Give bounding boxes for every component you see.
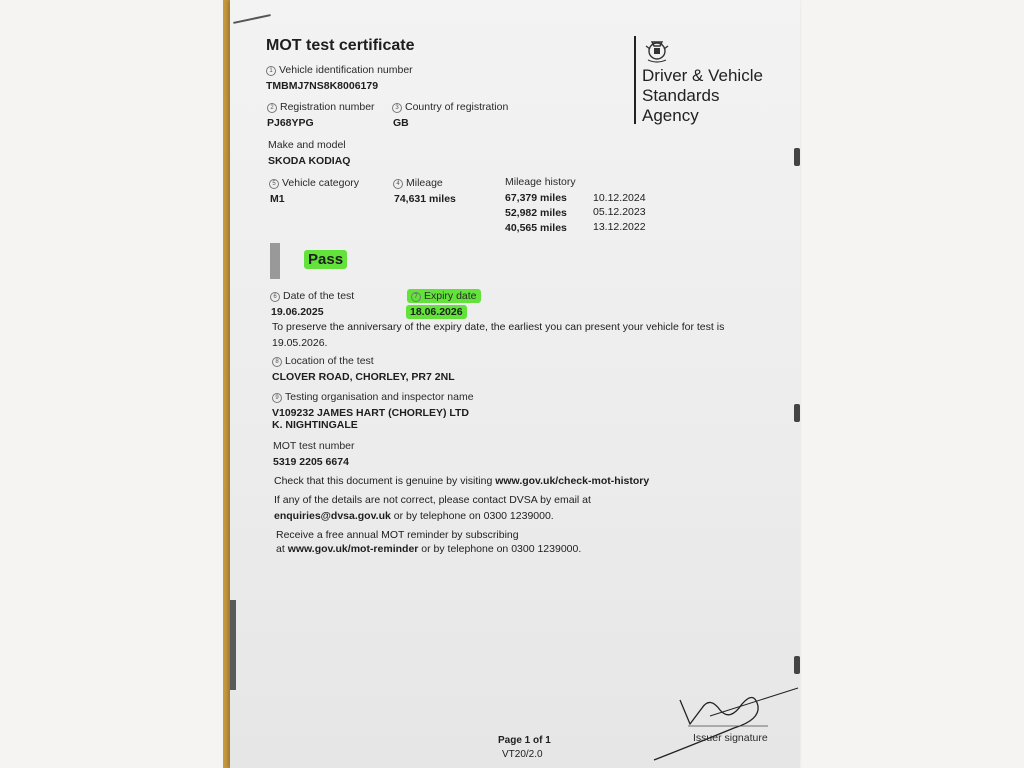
expiry-date-label: 7 Expiry date: [407, 289, 481, 303]
contact-line1: If any of the details are not correct, please contact DVSA by email at: [274, 494, 591, 506]
agency-name-line2: Standards: [642, 86, 720, 105]
page-number: Page 1 of 1: [498, 735, 551, 746]
form-code: VT20/2.0: [502, 749, 543, 760]
registration-value: PJ68YPG: [267, 117, 314, 129]
organisation-label: 9 Testing organisation and inspector name: [272, 391, 474, 403]
organisation-line1: V109232 JAMES HART (CHORLEY) LTD: [272, 407, 470, 419]
dvsa-email-link[interactable]: enquiries@dvsa.gov.uk: [274, 510, 391, 522]
inspector-name: K. NIGHTINGALE: [272, 419, 358, 431]
category-label: 5 Vehicle category: [269, 177, 359, 189]
reminder-line2: at www.gov.uk/mot-reminder or by telephone on 0300 1239000.: [276, 543, 582, 555]
document-title: MOT test certificate: [266, 37, 415, 54]
mot-certificate-sheet: [230, 0, 800, 768]
agency-name-line1: Driver & Vehicle: [642, 66, 763, 85]
edge-shadow: [230, 600, 236, 690]
mileage-history-date-1: 10.12.2024: [593, 192, 646, 204]
anniversary-note-line1: To preserve the anniversary of the expiry date, the earliest you can present your vehicle for test is: [272, 321, 725, 333]
location-value: CLOVER ROAD, CHORLEY, PR7 2NL: [272, 371, 455, 383]
mileage-label: 4 Mileage: [393, 177, 443, 189]
royal-crest-icon: [640, 36, 674, 64]
mileage-history-miles-1: 67,379 miles: [505, 192, 567, 204]
make-model-value: SKODA KODIAQ: [268, 155, 351, 167]
mileage-history-label: Mileage history: [505, 176, 576, 188]
country-value: GB: [393, 117, 409, 129]
test-number-value: 5319 2205 6674: [273, 456, 349, 468]
location-label: 8 Location of the test: [272, 355, 374, 367]
mileage-value: 74,631 miles: [394, 193, 456, 205]
contact-line2: enquiries@dvsa.gov.uk or by telephone on 0300 1239000.: [274, 510, 554, 522]
binder-mark: [794, 656, 800, 674]
check-mot-history-link[interactable]: www.gov.uk/check-mot-history: [495, 475, 650, 487]
binder-mark: [794, 148, 800, 166]
category-value: M1: [270, 193, 285, 205]
vin-value: TMBMJ7NS8K8006179: [266, 80, 379, 92]
pen-mark: [233, 14, 271, 24]
brand-divider: [634, 36, 636, 124]
binder-mark: [794, 404, 800, 422]
check-genuine-text: Check that this document is genuine by visiting www.gov.uk/check-mot-history: [274, 475, 650, 487]
test-result: Pass: [304, 250, 347, 269]
expiry-date-value: 18.06.2026: [406, 305, 467, 319]
reminder-line1: Receive a free annual MOT reminder by subscribing: [276, 529, 519, 541]
country-label: 3 Country of registration: [392, 101, 508, 113]
mileage-history-miles-3: 40,565 miles: [505, 222, 567, 234]
test-number-label: MOT test number: [273, 440, 355, 452]
result-marker: [270, 243, 280, 279]
mileage-history-date-2: 05.12.2023: [593, 206, 646, 218]
anniversary-note-line2: 19.05.2026.: [272, 337, 328, 349]
issuer-signature-label: Issuer signature: [693, 732, 768, 744]
mileage-history-miles-2: 52,982 miles: [505, 207, 567, 219]
mot-reminder-link[interactable]: www.gov.uk/mot-reminder: [287, 543, 419, 555]
test-date-label: 6 Date of the test: [270, 290, 354, 302]
registration-label: 2 Registration number: [267, 101, 375, 113]
mileage-history-date-3: 13.12.2022: [593, 221, 646, 233]
vin-label: 1 Vehicle identification number: [266, 64, 413, 76]
test-date-value: 19.06.2025: [271, 306, 324, 318]
make-model-label: Make and model: [268, 139, 346, 151]
issuer-signature-scribble: [650, 686, 800, 766]
agency-name-line3: Agency: [642, 106, 699, 125]
